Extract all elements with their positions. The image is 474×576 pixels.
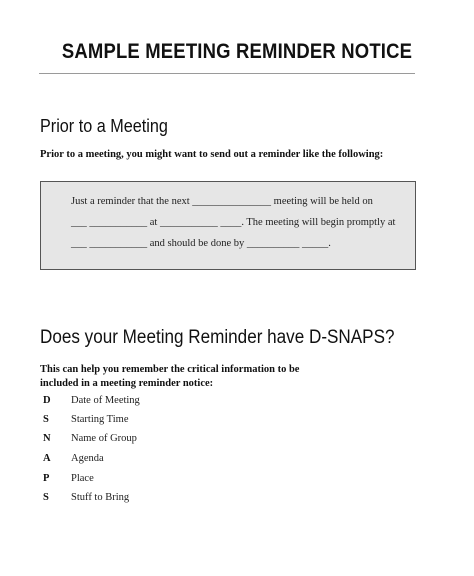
- list-item-letter: S: [43, 492, 49, 503]
- list-item-meaning: Place: [71, 473, 94, 484]
- list-item-meaning: Date of Meeting: [71, 395, 140, 406]
- section-heading-prior: Prior to a Meeting: [40, 116, 168, 136]
- reminder-line-1: Just a reminder that the next _______________ meeting will be held on: [71, 196, 373, 207]
- dsnaps-help-line-2: included in a meeting reminder notice:: [40, 378, 214, 389]
- list-item-meaning: Starting Time: [71, 414, 129, 425]
- document-title: SAMPLE MEETING REMINDER NOTICE: [61, 40, 413, 63]
- list-item-meaning: Agenda: [71, 453, 104, 464]
- list-item-letter: D: [43, 395, 51, 406]
- list-item-letter: S: [43, 414, 49, 425]
- reminder-template-box: [40, 181, 416, 270]
- dsnaps-help-line-1: This can help you remember the critical information to be: [40, 364, 300, 375]
- list-item-letter: A: [43, 453, 51, 464]
- section-heading-dsnaps: Does your Meeting Reminder have D-SNAPS?: [40, 327, 395, 348]
- reminder-line-3: ___ ___________ and should be done by __________ _____.: [71, 238, 331, 249]
- prior-intro-text: Prior to a meeting, you might want to send out a reminder like the following:: [40, 149, 384, 160]
- list-item-letter: N: [43, 433, 51, 444]
- title-divider: [39, 73, 415, 74]
- list-item-meaning: Stuff to Bring: [71, 492, 130, 503]
- list-item-letter: P: [43, 473, 50, 484]
- list-item-meaning: Name of Group: [71, 433, 137, 444]
- reminder-line-2: ___ ___________ at ___________ ____. The meeting will begin promptly at: [71, 217, 396, 228]
